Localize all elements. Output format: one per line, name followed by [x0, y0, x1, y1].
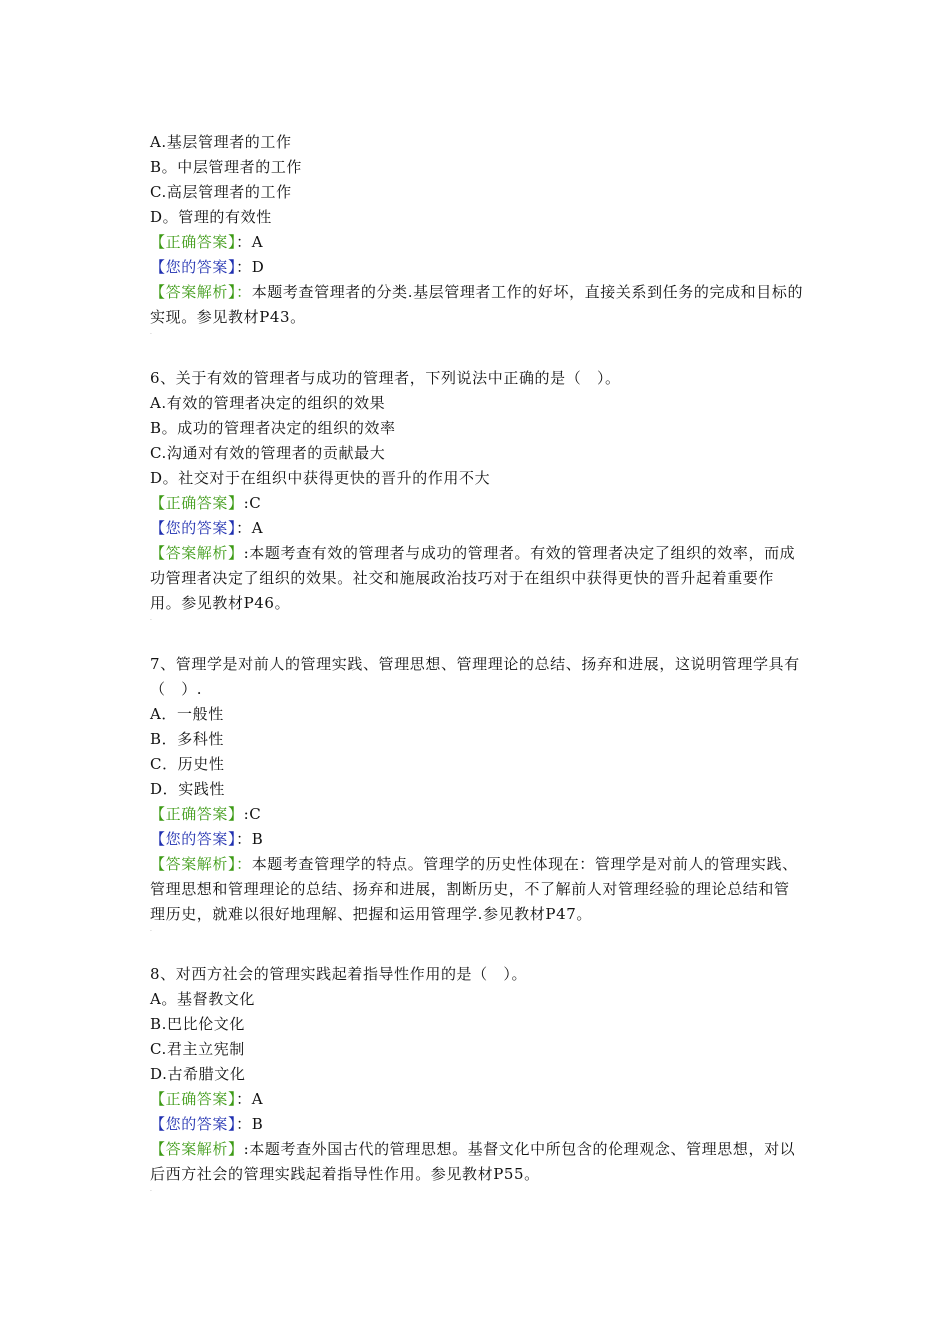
correct-answer-label: 【正确答案】	[150, 494, 244, 512]
correct-answer-row	[150, 491, 805, 516]
separator-mark: ·	[150, 617, 152, 624]
option-b: B。成功的管理者决定的组织的效率	[150, 419, 396, 437]
analysis-text: :本题考查有效的管理者与成功的管理者。有效的管理者决定了组织的效率，而成功管理者决定了组织的效果。社交和施展政治技巧对于在组织中获得更快的晋升起着重要作用。参见教材P46。	[150, 544, 796, 612]
your-answer-value: ：B	[236, 1115, 264, 1133]
your-answer-label: 【您的答案】	[150, 830, 237, 848]
correct-answer-value: :C	[243, 494, 262, 512]
option-c: C．历史性	[150, 755, 225, 773]
correct-answer-value: :C	[243, 805, 262, 823]
correct-answer-row	[150, 1087, 805, 1112]
option-a: A.有效的管理者决定的组织的效果	[150, 394, 386, 412]
your-answer-value: ：A	[236, 519, 264, 537]
question-6-block	[150, 366, 805, 626]
analysis-text: 本题考查管理者的分类.基层管理者工作的好坏，直接关系到任务的完成和目标的实现。参见教材P43。	[150, 283, 804, 326]
option-d: D.古希腊文化	[150, 1065, 246, 1083]
your-answer-label: 【您的答案】	[150, 519, 237, 537]
answer-analysis	[150, 541, 805, 616]
answer-analysis	[150, 280, 805, 330]
question-text: 8、对西方社会的管理实践起着指导性作用的是（ ）。	[150, 965, 528, 983]
correct-answer-row	[150, 230, 805, 255]
analysis-label: 【答案解析】	[150, 544, 244, 562]
correct-answer-value: ：A	[236, 233, 264, 251]
option-c: C.高层管理者的工作	[150, 183, 292, 201]
your-answer-value: ：D	[236, 258, 265, 276]
your-answer-row	[150, 516, 805, 541]
answer-analysis	[150, 1137, 805, 1187]
question-text: 7、管理学是对前人的管理实践、管理思想、管理理论的总结、扬弃和进展，这说明管理学具有（ ）.	[150, 655, 800, 698]
option-c: C.沟通对有效的管理者的贡献最大	[150, 444, 386, 462]
option-b: B。中层管理者的工作	[150, 158, 303, 176]
option-a: A．一般性	[150, 705, 224, 723]
correct-answer-value: ：A	[236, 1090, 264, 1108]
separator-mark: ·	[150, 331, 152, 338]
correct-answer-label: 【正确答案】	[150, 805, 244, 823]
question-7-block	[150, 652, 805, 937]
your-answer-label: 【您的答案】	[150, 258, 237, 276]
option-a: A.基层管理者的工作	[150, 133, 292, 151]
correct-answer-label: 【正确答案】	[150, 233, 237, 251]
separator-mark: ·	[150, 928, 152, 935]
correct-answer-label: 【正确答案】	[150, 1090, 237, 1108]
question-8-block	[150, 962, 805, 1197]
your-answer-label: 【您的答案】	[150, 1115, 237, 1133]
your-answer-row	[150, 255, 805, 280]
option-a: A。基督教文化	[150, 990, 256, 1008]
your-answer-value: ：B	[236, 830, 264, 848]
option-d: D．实践性	[150, 780, 226, 798]
analysis-label: 【答案解析】：	[150, 283, 252, 301]
analysis-label: 【答案解析】	[150, 1140, 244, 1158]
correct-answer-row	[150, 802, 805, 827]
option-d: D。管理的有效性	[150, 208, 272, 226]
your-answer-row	[150, 1112, 805, 1137]
your-answer-row	[150, 827, 805, 852]
analysis-label: 【答案解析】：	[150, 855, 252, 873]
answer-analysis	[150, 852, 805, 927]
separator-mark: ·	[150, 1188, 152, 1195]
option-c: C.君主立宪制	[150, 1040, 245, 1058]
analysis-text: 本题考查管理学的特点。管理学的历史性体现在：管理学是对前人的管理实践、管理思想和管理理论的总结、扬弃和进展，割断历史，不了解前人对管理经验的理论总结和管理历史，就难以很好地理解、把握和运用管理学.参见教材P47。	[150, 855, 798, 923]
option-b: B．多科性	[150, 730, 225, 748]
question-5-block	[150, 130, 805, 340]
analysis-text: :本题考查外国古代的管理思想。基督文化中所包含的伦理观念、管理思想，对以后西方社会的管理实践起着指导性作用。参见教材P55。	[150, 1140, 796, 1183]
option-b: B.巴比伦文化	[150, 1015, 245, 1033]
option-d: D。社交对于在组织中获得更快的晋升的作用不大	[150, 469, 491, 487]
question-text: 6、关于有效的管理者与成功的管理者，下列说法中正确的是（ ）。	[150, 369, 621, 387]
